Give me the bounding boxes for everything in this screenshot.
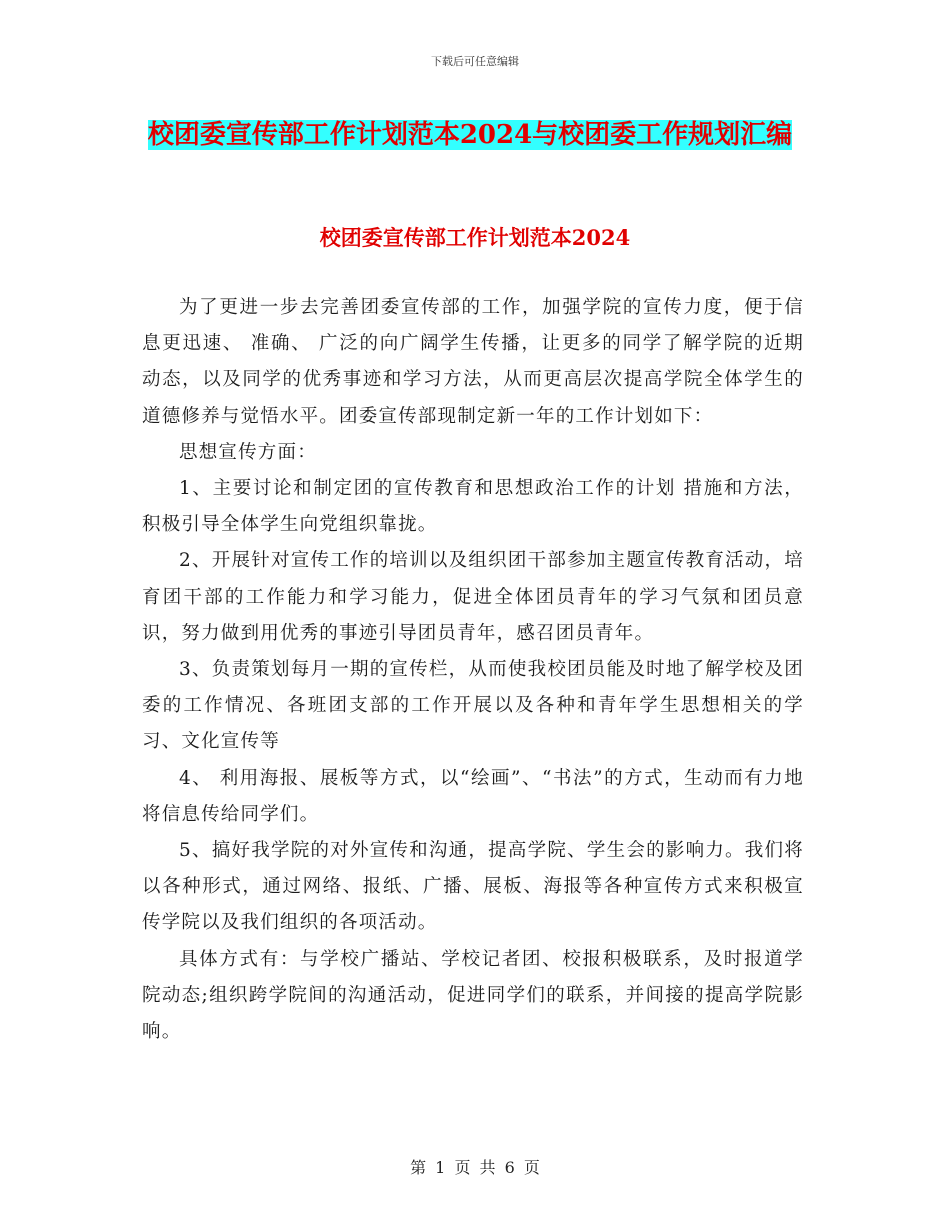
paragraph: 4、 利用海报、展板等方式，以“绘画”、“书法”的方式，生动而有力地将信息传给同学们。 xyxy=(142,767,804,825)
paragraph: 思想宣传方面： xyxy=(179,441,317,463)
paragraph: 2、开展针对宣传工作的培训以及组织团干部参加主题宣传教育活动，培育团干部的工作能力和学习能力，促进全体团员青年的学习气氛和团员意识，努力做到用优秀的事迹引导团员青年，感召团员青年。 xyxy=(142,550,804,644)
paragraph: 具体方式有：与学校广播站、学校记者团、校报积极联系，及时报道学院动态;组织跨学院间的沟通活动，促进同学们的联系，并间接的提高学院影响。 xyxy=(142,948,804,1043)
body-text xyxy=(142,290,804,1050)
header-note: 下载后可任意编辑 xyxy=(431,55,519,68)
paragraph: 1、主要讨论和制定团的宣传教育和思想政治工作的计划 措施和方法，积极引导全体学生向党组织靠拢。 xyxy=(142,478,804,536)
paragraph: 3、负责策划每月一期的宣传栏，从而使我校团员能及时地了解学校及团委的工作情况、各班团支部的工作开展以及各种和青年学生思想相关的学习、文化宣传等 xyxy=(142,659,804,753)
document-title xyxy=(120,112,820,158)
paragraph: 为了更进一步去完善团委宣传部的工作，加强学院的宣传力度，便于信息更迅速、 准确、 广泛的向广阔学生传播，让更多的同学了解学院的近期动态，以及同学的优秀事迹和学习方法，从而更高层次提高学院全体学生的道德修养与觉悟水平。团委宣传部现制定新一年的工作计划如下： xyxy=(142,297,804,427)
document-title-text: 校团委宣传部工作计划范本2024与校团委工作规划汇编 xyxy=(147,120,793,150)
paragraph: 5、搞好我学院的对外宣传和沟通，提高学院、学生会的影响力。我们将以各种形式，通过网络、报纸、广播、展板、海报等各种宣传方式来积极宣传学院以及我们组织的各项活动。 xyxy=(142,840,804,934)
page-footer: 第 1 页 共 6 页 xyxy=(410,1158,540,1177)
section-title: 校团委宣传部工作计划范本2024 xyxy=(319,225,631,250)
